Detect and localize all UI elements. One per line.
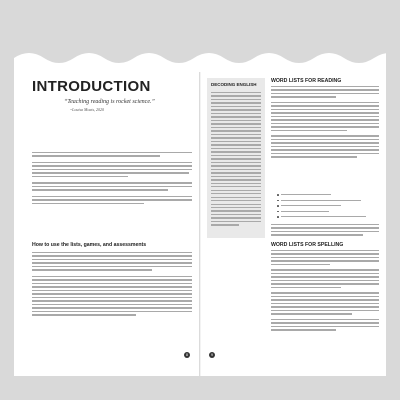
spelling-paragraphs [271, 250, 379, 333]
intro-paragraphs [32, 152, 192, 206]
reading-bullet-list [277, 192, 377, 220]
reading-paragraphs [271, 86, 379, 160]
decoding-english-sidebar [207, 78, 265, 238]
intro-quote [64, 98, 184, 114]
sidebar-title: DECODING ENGLISH [211, 82, 257, 87]
page-top-wave [14, 40, 386, 74]
page-number-left: 8 [184, 352, 190, 358]
how-to-use-paragraphs [32, 252, 192, 318]
page-number-right: 9 [209, 352, 215, 358]
section-heading-word-lists-spelling: WORD LISTS FOR SPELLING [271, 242, 344, 248]
list-item [277, 214, 377, 220]
reading-closing-paragraph [271, 224, 379, 238]
quote-text: “Teaching reading is rocket science.” [64, 99, 155, 105]
quote-source: ~Louisa Moats, 2020 [70, 107, 105, 112]
left-page [14, 72, 199, 376]
right-page [201, 72, 386, 376]
sidebar-text [211, 92, 261, 228]
page-title: INTRODUCTION [32, 78, 151, 95]
section-heading-word-lists-reading: WORD LISTS FOR READING [271, 78, 342, 84]
section-heading-how-to-use: How to use the lists, games, and assessments [32, 242, 147, 248]
